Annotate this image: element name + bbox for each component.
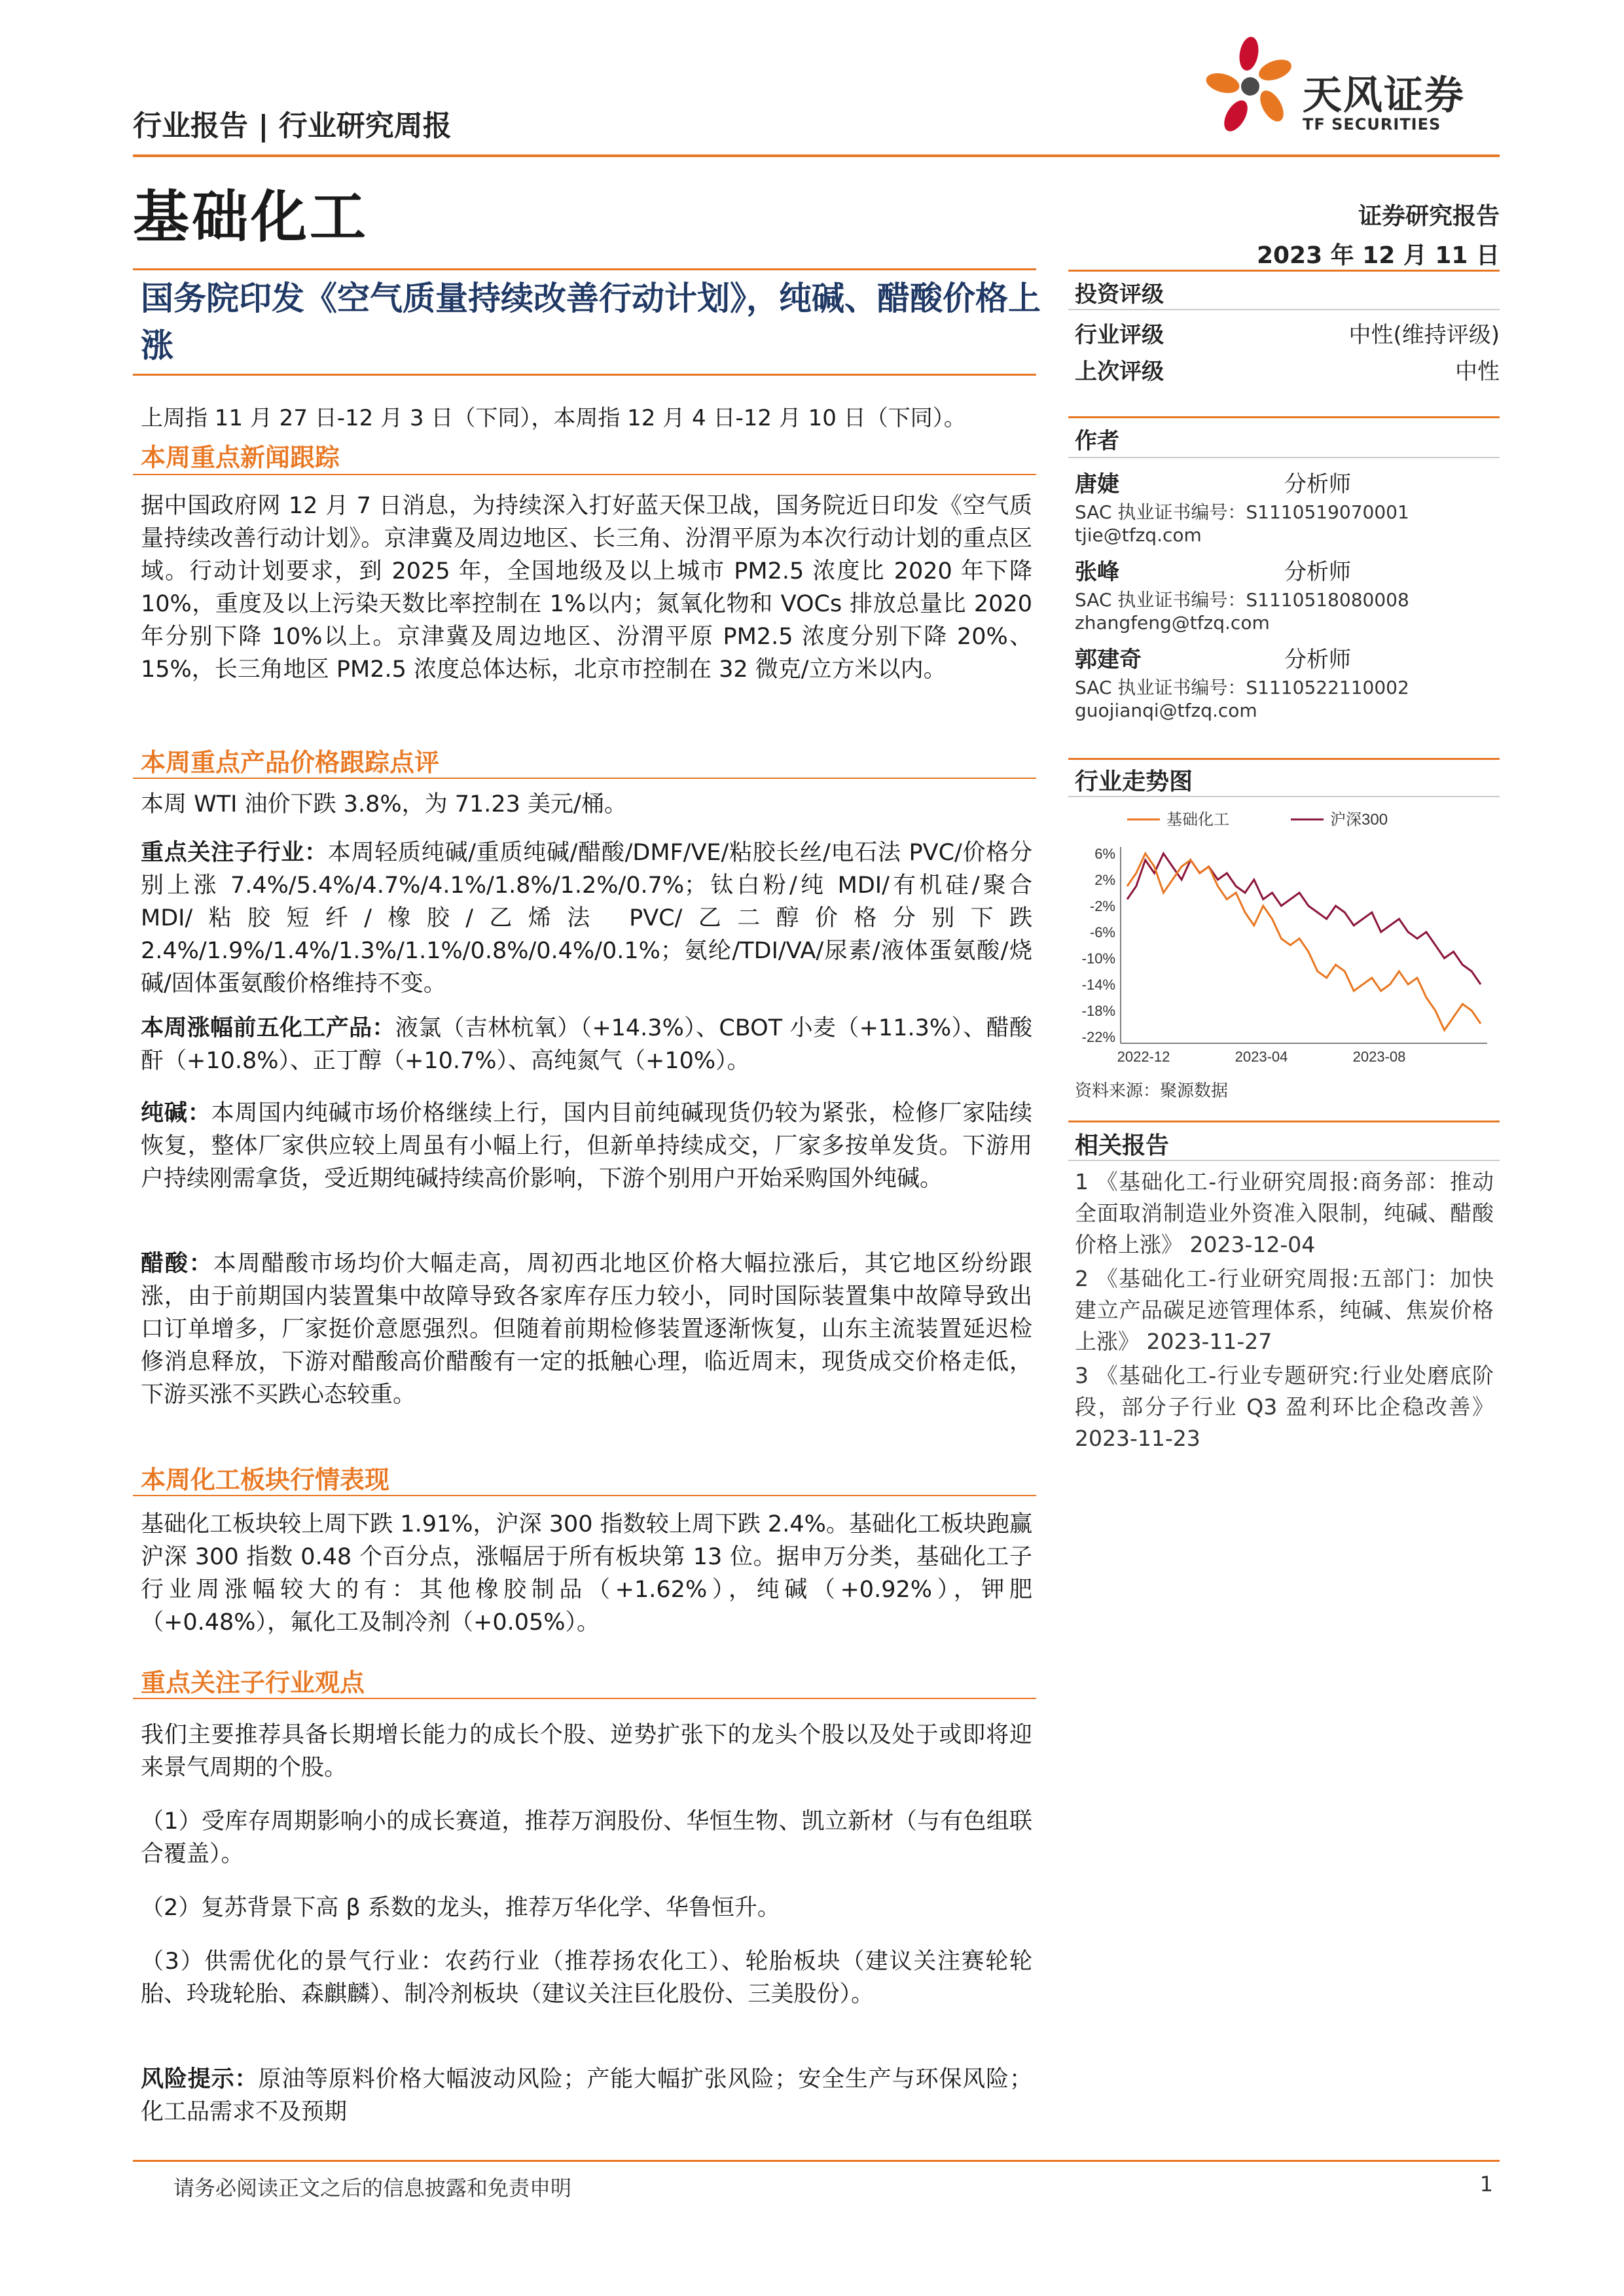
- sidebar-divider: [1068, 796, 1500, 797]
- y-tick-label: -6%: [1089, 924, 1115, 941]
- sidebar-divider: [1068, 270, 1500, 272]
- sidebar-divider: [1068, 1160, 1500, 1161]
- related-report-2[interactable]: 2 《基础化工-行业研究周报:五部门：加快建立产品碳足迹管理体系，纯碱、焦炭价格上涨》 2023-11-27: [1075, 1266, 1494, 1354]
- industry-name: 基础化工: [133, 185, 369, 250]
- report-title: 国务院印发《空气质量持续改善行动计划》，纯碱、醋酸价格上涨: [141, 279, 1041, 365]
- author-email[interactable]: zhangfeng@tfzq.com: [1075, 612, 1270, 634]
- related-report-1[interactable]: 1 《基础化工-行业研究周报:商务部：推动全面取消制造业外资准入限制，纯碱、醋酸价格上涨》 2023-12-04: [1075, 1169, 1494, 1257]
- top5-label: 本周涨幅前五化工产品：: [141, 1015, 395, 1041]
- top5-text: 液氯（吉林杭氧）（+14.3%）、CBOT 小麦（+11.3%）、醋酸酐（+10.8%）、正丁醇（+10.7%）、高纯氮气（+10%）。: [141, 1015, 1032, 1074]
- soda-text: 本周国内纯碱市场价格继续上行，国内目前纯碱现货仍较为紧张，检修厂家陆续恢复，整体厂家供应较上周虽有小幅上行，但新单持续成交，厂家多按单发货。下游用户持续刚需拿货，受近期纯碱持续高价影响，下游个别用户开始采购国外纯碱。: [141, 1100, 1032, 1192]
- risk-paragraph: [141, 2063, 1032, 2128]
- legend-label-industry: 基础化工: [1166, 811, 1229, 829]
- news-paragraph: 据中国政府网 12 月 7 日消息，为持续深入打好蓝天保卫战，国务院近日印发《空气质量持续改善行动计划》。京津冀及周边地区、长三角、汾渭平原为本次行动计划的重点区域。行动计划要求，到 2025 年，全国地级及以上城市 PM2.5 浓度比 2020 年下降 10%，重度及以上污染天数比率控制在 1%以内；氮氧化物和 VOCs 排放总量比 2020 年分别下降 10%以上。京津冀及周边地区、汾渭平原 PM2.5 浓度分别下降 20%、15%，长三角地区 PM2.5 浓度总体达标，北京市控制在 32 微克/立方米以内。: [141, 493, 1032, 683]
- trend-chart: [1068, 801, 1500, 1069]
- prev-rating-value: 中性: [1455, 359, 1500, 385]
- focus-paragraph: [141, 836, 1032, 1000]
- industry-rating-label: 行业评级: [1075, 322, 1164, 348]
- x-tick-label: 2022-12: [1117, 1049, 1170, 1065]
- x-tick-label: 2023-04: [1235, 1049, 1288, 1065]
- y-tick-label: -10%: [1081, 950, 1115, 967]
- view-item-1: （1）受库存周期影响小的成长赛道，推荐万润股份、华恒生物、凯立新材（与有色组联合覆盖）。: [141, 1808, 1032, 1867]
- report-category: 证券研究报告: [1358, 203, 1500, 230]
- section-divider: [133, 1698, 1036, 1699]
- footer-disclaimer: 请务必阅读正文之后的信息披露和免责申明: [173, 2176, 572, 2200]
- author-sac: SAC 执业证书编号：S1110518080008: [1075, 589, 1409, 611]
- sidebar-divider: [1068, 416, 1500, 418]
- section-divider: [133, 1495, 1036, 1496]
- title-divider-top: [133, 268, 1036, 270]
- footer-divider: [133, 2160, 1500, 2162]
- y-tick-label: 6%: [1094, 846, 1115, 862]
- acetic-paragraph: [141, 1247, 1032, 1411]
- related-title: 相关报告: [1075, 1132, 1170, 1159]
- chart-source: 资料来源：聚源数据: [1075, 1081, 1229, 1101]
- tf-logo-icon: [1203, 34, 1301, 139]
- author-card: [1075, 641, 1494, 721]
- soda-label: 纯碱：: [141, 1100, 211, 1126]
- view-item-3: （3）供需优化的景气行业：农药行业（推荐扬农化工）、轮胎板块（建议关注赛轮轮胎、玲珑轮胎、森麒麟）、制冷剂板块（建议关注巨化股份、三美股份）。: [141, 1948, 1032, 2007]
- section-title-news: 本周重点新闻跟踪: [141, 443, 340, 472]
- top5-paragraph: [141, 1012, 1032, 1077]
- industry-rating-value: 中性(维持评级): [1348, 322, 1500, 348]
- author-card: [1075, 466, 1494, 546]
- focus-text: 本周轻质纯碱/重质纯碱/醋酸/DMF/VE/粘胶长丝/电石法 PVC/价格分别上涨 7.4%/5.4%/4.7%/4.1%/1.8%/1.2%/0.7%；钛白粉/纯 MDI/有机硅/聚合 MDI/粘胶短纤/橡胶/乙烯法 PVC/乙二醇价格分别下跌 2.4%/1.9%/1.4%/1.3%/1.1%/0.8%/0.4%/0.1%；氨纶/TDI/VA/尿素/液体蛋氨酸/烧碱/固体蛋氨酸价格维持不变。: [141, 840, 1032, 997]
- author-role: 分析师: [1284, 647, 1351, 673]
- y-tick-label: -14%: [1081, 977, 1115, 993]
- market-paragraph: 基础化工板块较上周下跌 1.91%，沪深 300 指数较上周下跌 2.4%。基础化工板块跑赢沪深 300 指数 0.48 个百分点，涨幅居于所有板块第 13 位。据申万分类，基础化工子行业周涨幅较大的有：其他橡胶制品（+1.62%），纯碱（+0.92%），钾肥（+0.48%），氟化工及制冷剂（+0.05%）。: [141, 1511, 1032, 1636]
- author-role: 分析师: [1284, 471, 1351, 497]
- author-name: 唐婕: [1075, 471, 1119, 497]
- author-role: 分析师: [1284, 559, 1351, 585]
- chart-title: 行业走势图: [1075, 768, 1193, 795]
- author-card: [1075, 554, 1494, 634]
- page-number: 1: [1479, 2172, 1493, 2197]
- prev-rating-label: 上次评级: [1075, 359, 1164, 385]
- section-title-views: 重点关注子行业观点: [141, 1668, 365, 1697]
- intro-text: 上周指 11 月 27 日-12 月 3 日（下同），本周指 12 月 4 日-12 月 10 日（下同）。: [141, 405, 966, 431]
- section-title-market: 本周化工板块行情表现: [141, 1465, 390, 1494]
- sidebar-divider: [1068, 1121, 1500, 1122]
- rating-title: 投资评级: [1075, 281, 1164, 308]
- author-name: 张峰: [1075, 559, 1119, 585]
- header-divider: [133, 154, 1500, 157]
- sidebar-divider: [1068, 309, 1500, 310]
- authors-title: 作者: [1075, 428, 1119, 454]
- y-tick-label: 2%: [1094, 872, 1115, 888]
- series-line-hs300: [1127, 853, 1481, 984]
- author-email[interactable]: guojianqi@tfzq.com: [1075, 700, 1257, 721]
- y-tick-label: -2%: [1089, 898, 1115, 914]
- acetic-label: 醋酸：: [141, 1251, 213, 1277]
- series-line-chemical: [1127, 853, 1481, 1030]
- sidebar-divider: [1068, 758, 1500, 760]
- brand-name-en: TF SECURITIES: [1303, 115, 1441, 134]
- section-title-prices: 本周重点产品价格跟踪点评: [141, 748, 440, 777]
- oil-price-paragraph: 本周 WTI 油价下跌 3.8%，为 71.23 美元/桶。: [141, 791, 627, 817]
- y-tick-label: -22%: [1081, 1029, 1115, 1045]
- author-sac: SAC 执业证书编号：S1110519070001: [1075, 501, 1409, 523]
- risk-label: 风险提示：: [141, 2066, 259, 2092]
- acetic-text: 本周醋酸市场均价大幅走高，周初西北地区价格大幅拉涨后，其它地区纷纷跟涨，由于前期国内装置集中故障导致各家库存压力较小，同时国际装置集中故障导致出口订单增多，厂家挺价意愿强烈。但随着前期检修装置逐渐恢复，山东主流装置延迟检修消息释放，下游对醋酸高价醋酸有一定的抵触心理，临近周末，现货成交价格走低，下游买涨不买跌心态较重。: [141, 1251, 1032, 1408]
- views-paragraph: 我们主要推荐具备长期增长能力的成长个股、逆势扩张下的龙头个股以及处于或即将迎来景气周期的个股。: [141, 1722, 1032, 1781]
- title-divider-bottom: [133, 374, 1036, 376]
- sidebar-divider: [1068, 457, 1500, 458]
- section-divider: [133, 778, 1036, 779]
- brand-name-cn: 天风证券: [1303, 73, 1465, 118]
- risk-text: 原油等原料价格大幅波动风险；产能大幅扩张风险；安全生产与环保风险；化工品需求不及预期: [141, 2066, 1032, 2125]
- x-tick-label: 2023-08: [1352, 1049, 1406, 1065]
- author-name: 郭建奇: [1075, 647, 1142, 673]
- related-report-3[interactable]: 3 《基础化工-行业专题研究:行业处磨底阶段，部分子行业 Q3 盈利环比企稳改善》 2023-11-23: [1075, 1363, 1494, 1451]
- report-type: 行业报告 | 行业研究周报: [133, 109, 452, 143]
- view-item-2: （2）复苏背景下高 β 系数的龙头，推荐万华化学、华鲁恒升。: [141, 1895, 780, 1921]
- focus-label: 重点关注子行业：: [141, 840, 328, 866]
- section-divider: [133, 474, 1036, 475]
- author-email[interactable]: tjie@tfzq.com: [1075, 524, 1202, 546]
- y-tick-label: -18%: [1081, 1003, 1115, 1019]
- report-date: 2023 年 12 月 11 日: [1256, 242, 1500, 269]
- author-sac: SAC 执业证书编号：S1110522110002: [1075, 677, 1409, 698]
- soda-paragraph: [141, 1097, 1032, 1195]
- legend-label-index: 沪深300: [1330, 811, 1388, 829]
